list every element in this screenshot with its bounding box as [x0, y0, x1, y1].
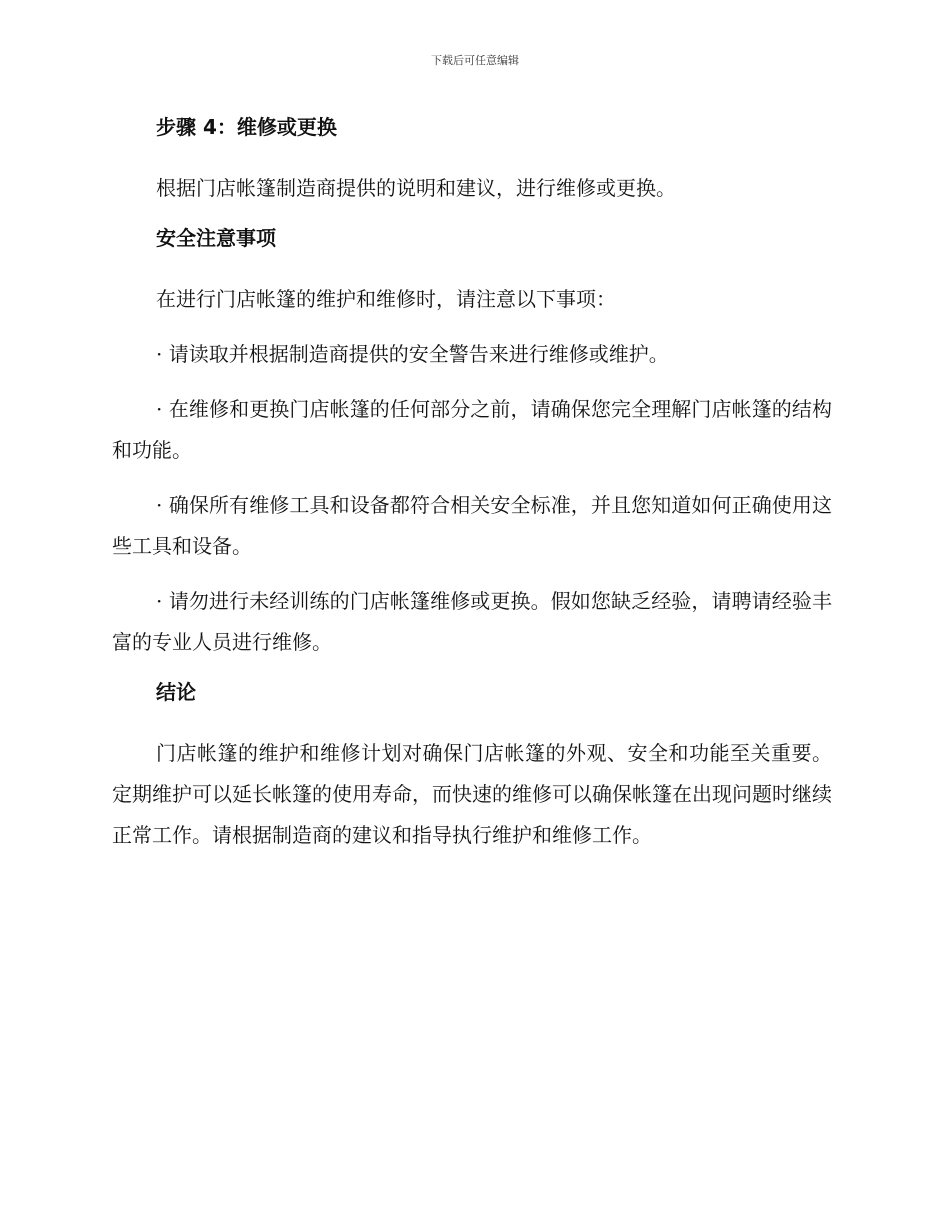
document-body — [112, 112, 832, 870]
safety-heading: 安全注意事项 — [156, 226, 276, 250]
step4-paragraph: 根据门店帐篷制造商提供的说明和建议，进行维修或更换。 — [156, 176, 676, 200]
safety-item-4: · 请勿进行未经训练的门店帐篷维修或更换。假如您缺乏经验，请聘请经验丰富的专业人员进行维修。 — [112, 589, 832, 654]
conclusion-heading: 结论 — [156, 680, 196, 704]
step4-heading: 步骤 4：维修或更换 — [156, 115, 337, 139]
safety-item-1: · 请读取并根据制造商提供的安全警告来进行维修或维护。 — [156, 342, 669, 366]
safety-intro-paragraph: 在进行门店帐篷的维护和维修时，请注意以下事项： — [156, 287, 616, 311]
page-header: 下载后可任意编辑 — [431, 54, 519, 67]
conclusion-paragraph: 门店帐篷的维护和维修计划对确保门店帐篷的外观、安全和功能至关重要。定期维护可以延长帐篷的使用寿命，而快速的维修可以确保帐篷在出现问题时继续正常工作。请根据制造商的建议和指导执行维护和维修工作。 — [112, 741, 832, 847]
safety-item-2: · 在维修和更换门店帐篷的任何部分之前，请确保您完全理解门店帐篷的结构和功能。 — [112, 397, 832, 462]
safety-item-3: · 确保所有维修工具和设备都符合相关安全标准，并且您知道如何正确使用这些工具和设备。 — [112, 493, 832, 558]
